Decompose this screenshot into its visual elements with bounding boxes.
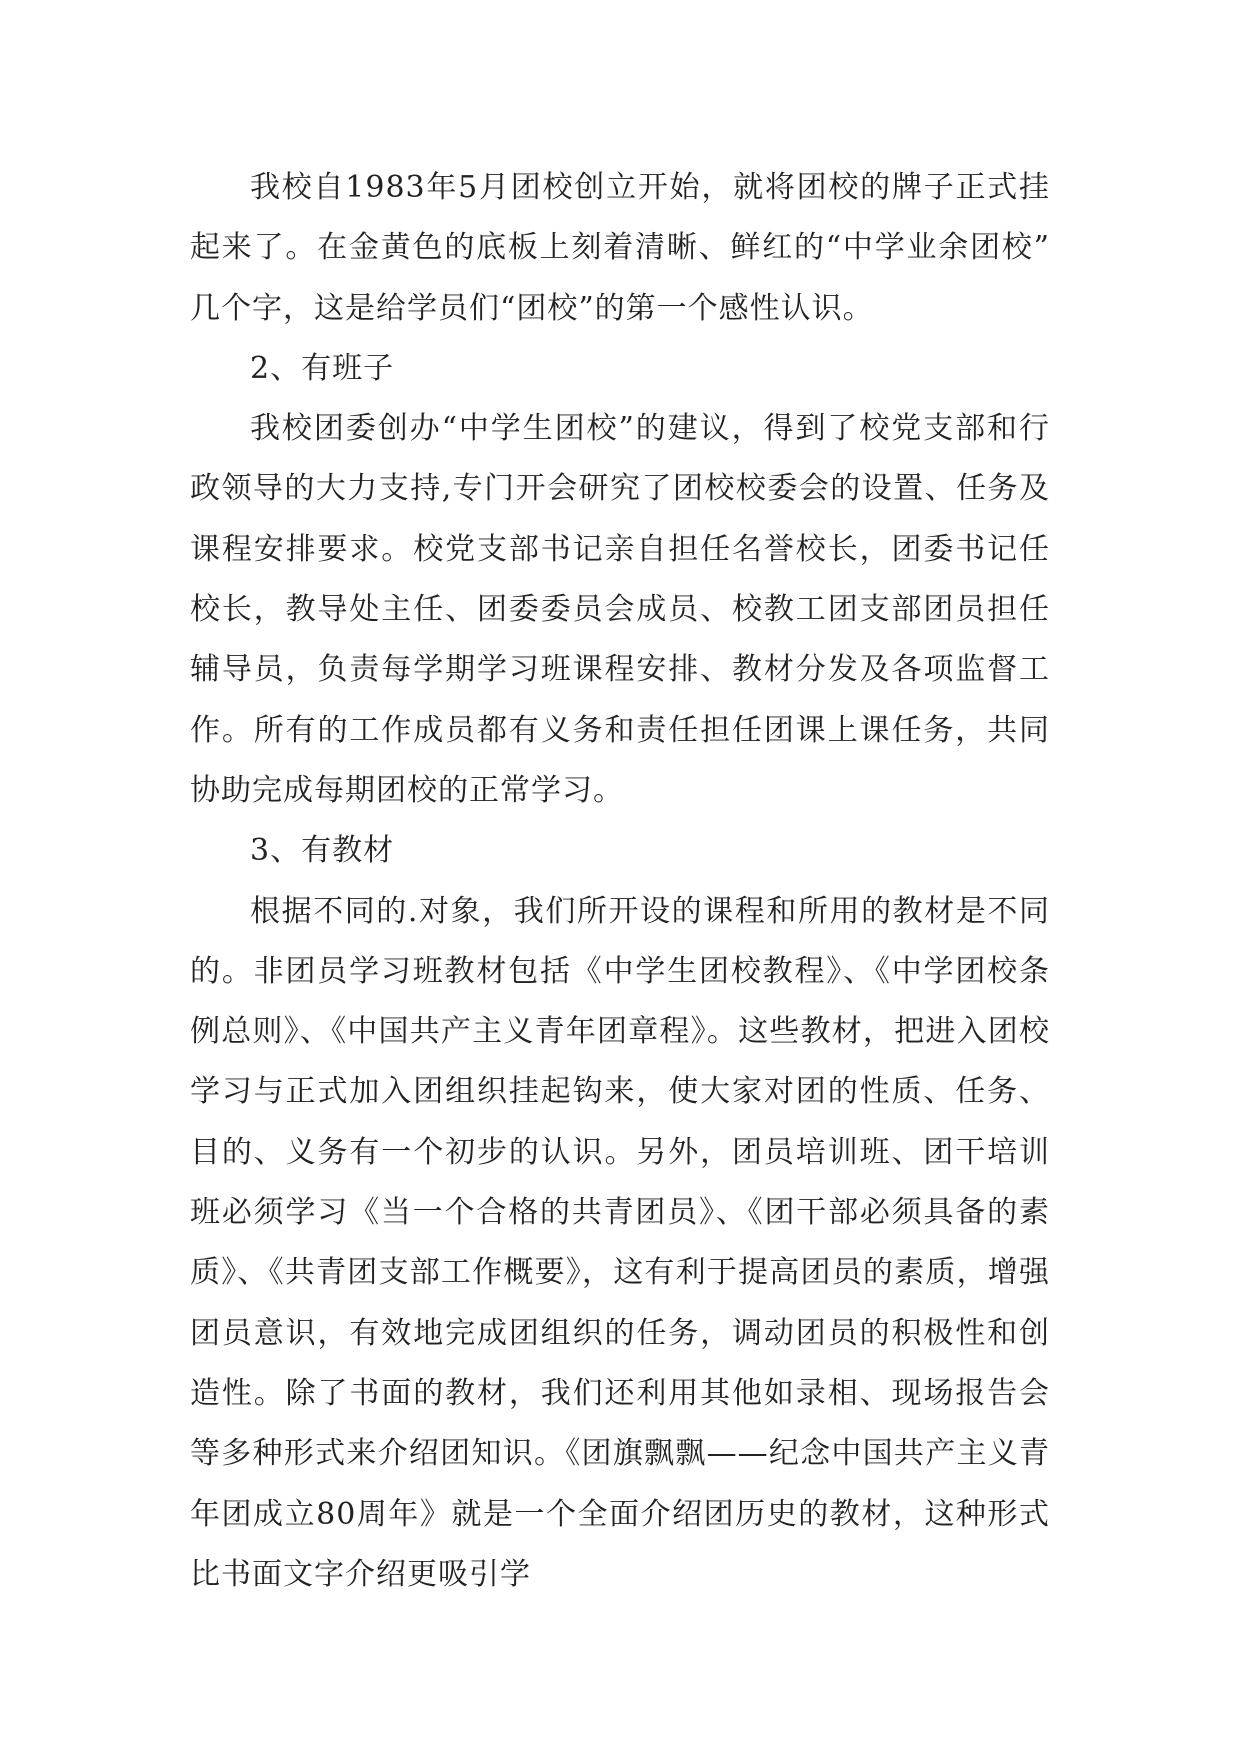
paragraph-leadership: 我校团委创办“中学生团校”的建议，得到了校党支部和行政领导的大力支持,专门开会研究了团校校委会的设置、任务及课程安排要求。校党支部书记亲自担任名誉校长，团委书记任校长，教导处主任、团委委员会成员、校教工团支部团员担任辅导员，负责每学期学习班课程安排、教材分发及各项监督工作。所有的工作成员都有义务和责任担任团课上课任务，共同协助完成每期团校的正常学习。: [190, 411, 1050, 808]
paragraph-school-sign: 我校自1983年5月团校创立开始，就将团校的牌子正式挂起来了。在金黄色的底板上刻着清晰、鲜红的“中学业余团校”几个字，这是给学员们“团校”的第一个感性认识。: [190, 170, 1050, 326]
section-heading-leadership: 2、有班子: [250, 350, 395, 386]
paragraph-materials: 根据不同的.对象，我们所开设的课程和所用的教材是不同的。非团员学习班教材包括《中学生团校教程》、《中学团校条例总则》、《中国共产主义青年团章程》。这些教材，把进入团校学习与正式加入团组织挂起钩来，使大家对团的性质、任务、目的、义务有一个初步的认识。另外，团员培训班、团干培训班必须学习《当一个合格的共青团员》、《团干部必须具备的素质》、《共青团支部工作概要》，这有利于提高团员的素质，增强团员意识，有效地完成团组织的任务，调动团员的积极性和创造性。除了书面的教材，我们还利用其他如录相、现场报告会等多种形式来介绍团知识。《团旗飘飘——纪念中国共产主义青年团成立80周年》就是一个全面介绍团历史的教材，这种形式比书面文字介绍更吸引学: [190, 893, 1050, 1592]
section-heading-materials: 3、有教材: [250, 833, 395, 869]
document-page: [190, 158, 1050, 1605]
